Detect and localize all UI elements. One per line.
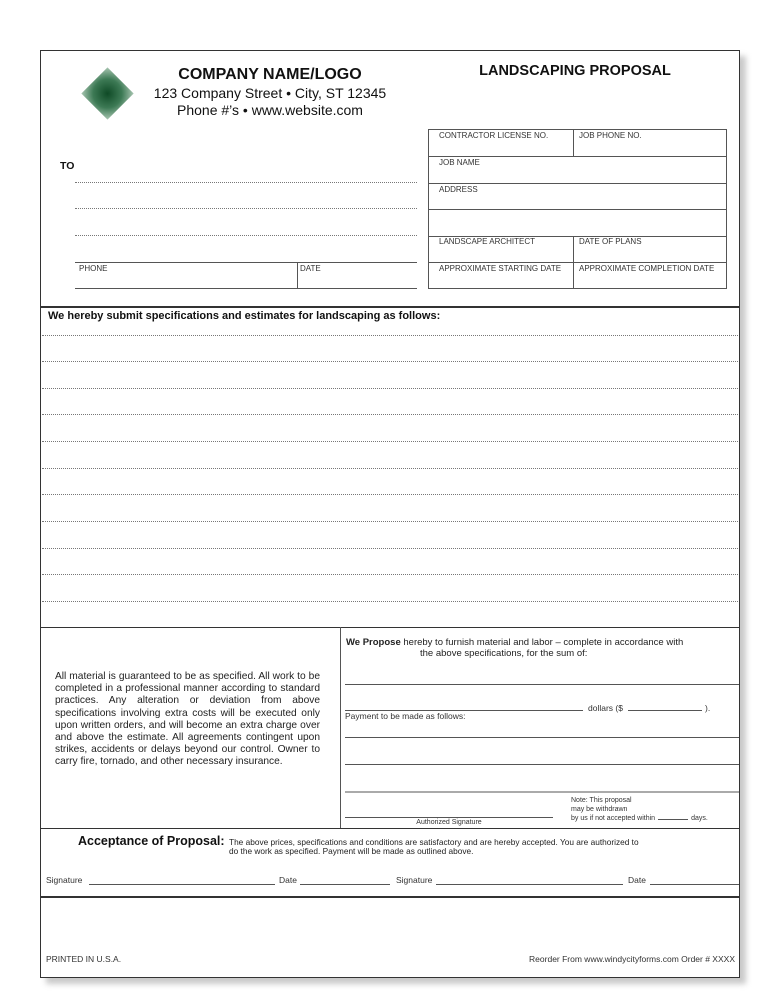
start-date-field[interactable]: APPROXIMATE STARTING DATE	[439, 264, 562, 273]
days-field[interactable]	[658, 819, 688, 820]
we-propose-label: We Propose	[346, 637, 401, 648]
specs-heading: We hereby submit specifications and estimates for landscaping as follows:	[48, 310, 441, 322]
completion-date-field[interactable]: APPROXIMATE COMPLETION DATE	[579, 264, 715, 273]
proposal-line-2: the above specifications, for the sum of:	[420, 648, 588, 659]
spec-line[interactable]	[42, 335, 738, 336]
phone-bottom-line	[75, 288, 417, 289]
reorder-info: Reorder From www.windycityforms.com Order # XXXX	[529, 954, 735, 964]
phone-top-line	[75, 262, 417, 263]
spec-line[interactable]	[42, 548, 738, 549]
printed-in-usa: PRINTED IN U.S.A.	[46, 954, 122, 964]
to-line-1[interactable]	[75, 182, 417, 183]
phone-field[interactable]: PHONE	[79, 264, 108, 273]
job-phone-field[interactable]: JOB PHONE NO.	[579, 131, 642, 140]
column-divider	[340, 627, 341, 828]
sum-line-1[interactable]	[345, 684, 739, 685]
col-divider	[573, 236, 574, 288]
acceptance-line-1: The above prices, specifications and conditions are satisfactory and are hereby accepted. You are authorized to	[229, 837, 639, 847]
section-divider	[40, 828, 740, 829]
authorized-signature-label: Authorized Signature	[416, 819, 482, 826]
payment-line-1[interactable]	[345, 737, 739, 738]
section-divider	[40, 896, 740, 898]
dollars-label: dollars ($	[588, 703, 623, 713]
to-label: TO	[60, 160, 75, 172]
payment-label: Payment to be made as follows:	[345, 711, 466, 721]
date-of-plans-field[interactable]: DATE OF PLANS	[579, 237, 642, 246]
company-name: COMPANY NAME/LOGO	[178, 66, 362, 83]
job-address-field[interactable]: ADDRESS	[439, 185, 478, 194]
spec-line[interactable]	[42, 361, 738, 362]
withdrawal-note	[571, 796, 708, 823]
note-days: days.	[691, 815, 708, 822]
to-line-3[interactable]	[75, 235, 417, 236]
signature-field-1[interactable]	[89, 884, 275, 885]
spec-line[interactable]	[42, 388, 738, 389]
company-contact: Phone #’s • www.website.com	[177, 102, 363, 118]
date-label-2: Date	[628, 875, 646, 885]
dollar-amount-field[interactable]	[628, 710, 702, 711]
note-line-2: may be withdrawn	[571, 806, 628, 813]
proposal-line-1: hereby to furnish material and labor – complete in accordance with	[400, 637, 684, 648]
company-address: 123 Company Street • City, ST 12345	[153, 85, 387, 101]
row-divider	[428, 262, 726, 263]
note-line-1: Note: This proposal	[571, 797, 632, 804]
section-divider	[40, 306, 740, 308]
spec-line[interactable]	[42, 574, 738, 575]
note-line-3: by us if not accepted within	[571, 815, 656, 822]
acceptance-text	[229, 838, 639, 856]
terms-text: All material is guaranteed to be as specified. All work to be completed in a professional manner according to standard practices. Any alteration or deviation from above specifications involving extra costs will be executed only upon written orders, and will become an extra charge over and above the estimate. All agreements contingent upon strikes, accidents or delays beyond our control. Owner to carry fire, tornado, and other necessary insurance.	[55, 671, 320, 768]
spec-line[interactable]	[42, 441, 738, 442]
date-field-1[interactable]	[300, 884, 390, 885]
acceptance-heading: Acceptance of Proposal:	[78, 834, 225, 848]
row-divider	[428, 156, 726, 157]
spec-line[interactable]	[42, 521, 738, 522]
signature-field-2[interactable]	[436, 884, 623, 885]
row-divider	[428, 183, 726, 184]
spec-line[interactable]	[42, 468, 738, 469]
date-field-2[interactable]	[650, 884, 739, 885]
row-divider	[428, 209, 726, 210]
authorized-signature-line[interactable]	[345, 817, 553, 818]
payment-line-3[interactable]	[345, 791, 739, 793]
payment-line-2[interactable]	[345, 764, 739, 765]
acceptance-line-2: do the work as specified. Payment will be made as outlined above.	[229, 846, 474, 856]
contractor-license-field[interactable]: CONTRACTOR LICENSE NO.	[439, 131, 549, 140]
signature-label-2: Signature	[396, 875, 433, 885]
to-line-2[interactable]	[75, 208, 417, 209]
form-title: LANDSCAPING PROPOSAL	[479, 63, 671, 79]
spec-line[interactable]	[42, 601, 738, 602]
signature-label-1: Signature	[46, 875, 83, 885]
date-label-1: Date	[279, 875, 297, 885]
section-divider	[40, 627, 740, 628]
landscape-architect-field[interactable]: LANDSCAPE ARCHITECT	[439, 237, 536, 246]
dollars-end: ).	[705, 703, 711, 713]
spec-line[interactable]	[42, 414, 738, 415]
phone-divider	[297, 262, 298, 288]
proposal-text	[346, 637, 734, 659]
date-field[interactable]: DATE	[300, 264, 321, 273]
spec-line[interactable]	[42, 494, 738, 495]
job-name-field[interactable]: JOB NAME	[439, 158, 480, 167]
col-divider	[573, 129, 574, 156]
